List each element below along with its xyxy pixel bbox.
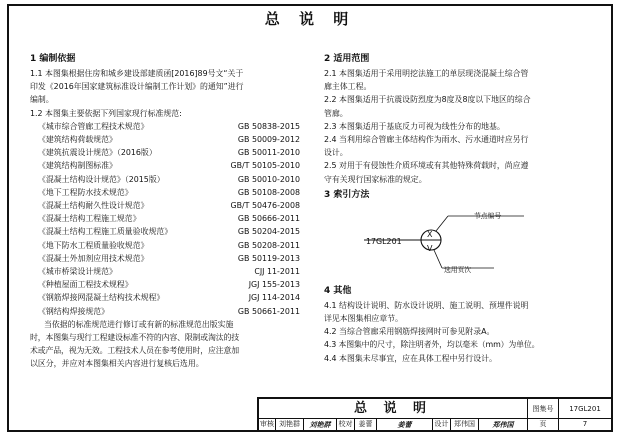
standard-name: 《地下防水工程质量验收规范》 bbox=[38, 240, 149, 250]
standard-code: GB 50011-2010 bbox=[237, 148, 300, 158]
standard-name: 《建筑结构制图标准》 bbox=[38, 161, 117, 171]
reviewer-name: 刘艳群 bbox=[276, 419, 304, 430]
paragraph-4-1: 4.1 结构设计说明、防水设计说明、施工说明、预埋件说明 bbox=[324, 300, 529, 310]
designer-signature: 郑伟国 bbox=[479, 419, 528, 430]
section-heading-other: 4 其他 bbox=[324, 285, 352, 296]
standard-item bbox=[30, 252, 300, 265]
standard-code: GB/T 50105-2010 bbox=[230, 161, 300, 171]
atlas-number: 17GL201 bbox=[569, 405, 601, 413]
standard-item bbox=[30, 146, 300, 159]
index-node-number: X bbox=[427, 229, 433, 239]
standard-code: GB 50119-2013 bbox=[237, 253, 300, 263]
paragraph-4-1-cont: 详见本图集相应章节。 bbox=[324, 314, 403, 324]
standard-item bbox=[30, 186, 300, 199]
designer-name: 郑伟国 bbox=[451, 419, 479, 430]
paragraph-2-1-cont: 廊主体工程。 bbox=[324, 82, 372, 92]
standards-list bbox=[30, 120, 300, 318]
title-block-top-row bbox=[259, 399, 611, 419]
design-label: 设计 bbox=[433, 419, 451, 430]
paragraph-4-2: 4.2 当综合管廊采用钢筋焊接网时可参见附录A。 bbox=[324, 327, 495, 337]
standard-item bbox=[30, 212, 300, 225]
standard-name: 《建筑结构荷载规范》 bbox=[38, 135, 117, 145]
title-block-bottom-row bbox=[259, 419, 611, 430]
index-node-label: 节点编号 bbox=[474, 211, 502, 220]
standard-name: 《混凝土结构工程施工规范》 bbox=[38, 214, 141, 224]
standard-name: 《混凝土外加剂应用技术规范》 bbox=[38, 253, 149, 263]
standard-code: GB 50108-2008 bbox=[237, 187, 300, 197]
standard-code: GB 50661-2011 bbox=[237, 306, 300, 316]
page-title: 总 说 明 bbox=[264, 10, 356, 28]
standard-name: 《城市桥梁设计规范》 bbox=[38, 267, 117, 277]
standard-name: 《建筑抗震设计规范》（2016版） bbox=[38, 148, 157, 158]
right-column bbox=[324, 52, 596, 365]
standard-name: 《混凝土结构耐久性设计规范》 bbox=[38, 201, 149, 211]
standard-item bbox=[30, 133, 300, 146]
section-heading-scope: 2 适用范围 bbox=[324, 54, 370, 64]
checker-name: 姜蕾 bbox=[355, 419, 377, 430]
paragraph-2-4: 2.4 当利用综合管廊主体结构作为雨水、污水通道时应另行 bbox=[324, 135, 529, 145]
section-heading-basis: 1 编制依据 bbox=[30, 54, 76, 64]
standard-item bbox=[30, 173, 300, 186]
paragraph-2-4-cont: 设计。 bbox=[324, 148, 348, 158]
section-heading-index: 3 索引方法 bbox=[324, 189, 370, 200]
paragraph-4-4: 4.4 本图集未尽事宜，应在具体工程中另行设计。 bbox=[324, 353, 497, 363]
standard-name: 《钢筋焊接网混凝土结构技术规程》 bbox=[38, 293, 165, 303]
note-line: 当依据的标准规范进行修订或有新的标准规范出版实施 bbox=[44, 319, 234, 329]
standard-code: JGJ 155-2013 bbox=[248, 280, 300, 290]
review-label: 审核 bbox=[260, 420, 274, 428]
standard-item bbox=[30, 239, 300, 252]
standard-item bbox=[30, 159, 300, 172]
standard-name: 《钢结构焊接规范》 bbox=[38, 306, 110, 316]
check-label: 校对 bbox=[337, 419, 355, 430]
standard-item bbox=[30, 265, 300, 278]
note-line: 时，本图集与现行工程建设标准不符的内容、限制或淘汰的技 bbox=[30, 333, 239, 343]
paragraph-2-2-cont: 管廊。 bbox=[324, 108, 348, 118]
standard-item bbox=[30, 199, 300, 212]
reviewer-signature: 刘艳群 bbox=[304, 419, 337, 430]
standard-code: GB 50838-2015 bbox=[237, 121, 300, 131]
index-atlas-code: 17GL201 bbox=[366, 236, 402, 246]
standard-code: GB 50204-2015 bbox=[237, 227, 300, 237]
standard-name: 《混凝土结构工程施工质量验收规范》 bbox=[38, 227, 173, 237]
left-column bbox=[30, 52, 300, 371]
standard-code: GB 50208-2011 bbox=[237, 240, 300, 250]
standard-code: JGJ 114-2014 bbox=[248, 293, 300, 303]
paragraph-1-2: 1.2 本图集主要依据下列国家现行标准规范: bbox=[30, 108, 182, 118]
note-line: 术或产品，视为无效。工程技术人员在参考使用时，应注意加 bbox=[30, 346, 239, 356]
checker-signature: 姜蕾 bbox=[377, 419, 433, 430]
paragraph-4-3: 4.3 本图集中的尺寸，除注明者外，均以毫米（mm）为单位。 bbox=[324, 340, 540, 350]
standard-name: 《城市综合管廊工程技术规范》 bbox=[38, 121, 149, 131]
page-label: 页 bbox=[528, 419, 559, 430]
paragraph-2-2: 2.2 本图集适用于抗震设防烈度为8度及8度以下地区的综合 bbox=[324, 95, 531, 105]
paragraph-2-5-cont: 守有关现行国家标准的规定。 bbox=[324, 174, 427, 184]
index-page-label: 选用页次 bbox=[444, 265, 472, 274]
paragraph-1-1-end: 编制。 bbox=[30, 95, 54, 105]
standard-code: GB 50010-2010 bbox=[237, 174, 300, 184]
standard-item bbox=[30, 278, 300, 291]
standard-code: CJJ 11-2011 bbox=[254, 267, 300, 277]
atlas-number-label: 图集号 bbox=[528, 399, 559, 418]
standard-name: 《混凝土结构设计规范》（2015版） bbox=[38, 174, 165, 184]
index-diagram bbox=[324, 206, 596, 276]
standard-code: GB 50009-2012 bbox=[237, 135, 300, 145]
standard-item bbox=[30, 225, 300, 238]
standard-item bbox=[30, 291, 300, 304]
standard-item bbox=[30, 120, 300, 133]
paragraph-1-1: 1.1 本图集根据住房和城乡建设部建质函[2016]89号文“关于 bbox=[30, 69, 244, 78]
index-page-number: V bbox=[427, 243, 433, 253]
paragraph-1-1-cont: 印发《2016年国家建筑标准设计编制工作计划》的通知”进行 bbox=[30, 82, 244, 92]
standard-name: 《地下工程防水技术规范》 bbox=[38, 187, 133, 197]
standard-code: GB/T 50476-2008 bbox=[230, 201, 300, 211]
standard-name: 《种植屋面工程技术规程》 bbox=[38, 280, 133, 290]
paragraph-2-5: 2.5 对用于有侵蚀性介质环境或有其他特殊荷载时，尚应遵 bbox=[324, 161, 529, 171]
standard-item bbox=[30, 305, 300, 318]
title-block bbox=[257, 397, 611, 430]
paragraph-2-3: 2.3 本图集适用于基底反力可视为线性分布的地基。 bbox=[324, 121, 505, 131]
page-number: 7 bbox=[582, 420, 588, 428]
paragraph-2-1: 2.1 本图集适用于采用明挖法施工的单层现浇混凝土综合管 bbox=[324, 69, 529, 78]
title-block-title: 总 说 明 bbox=[259, 399, 528, 419]
note-line: 以区分，并应对本图集相关内容进行复核后选用。 bbox=[30, 359, 204, 369]
index-symbol-graphic bbox=[324, 206, 544, 276]
standard-code: GB 50666-2011 bbox=[237, 214, 300, 224]
